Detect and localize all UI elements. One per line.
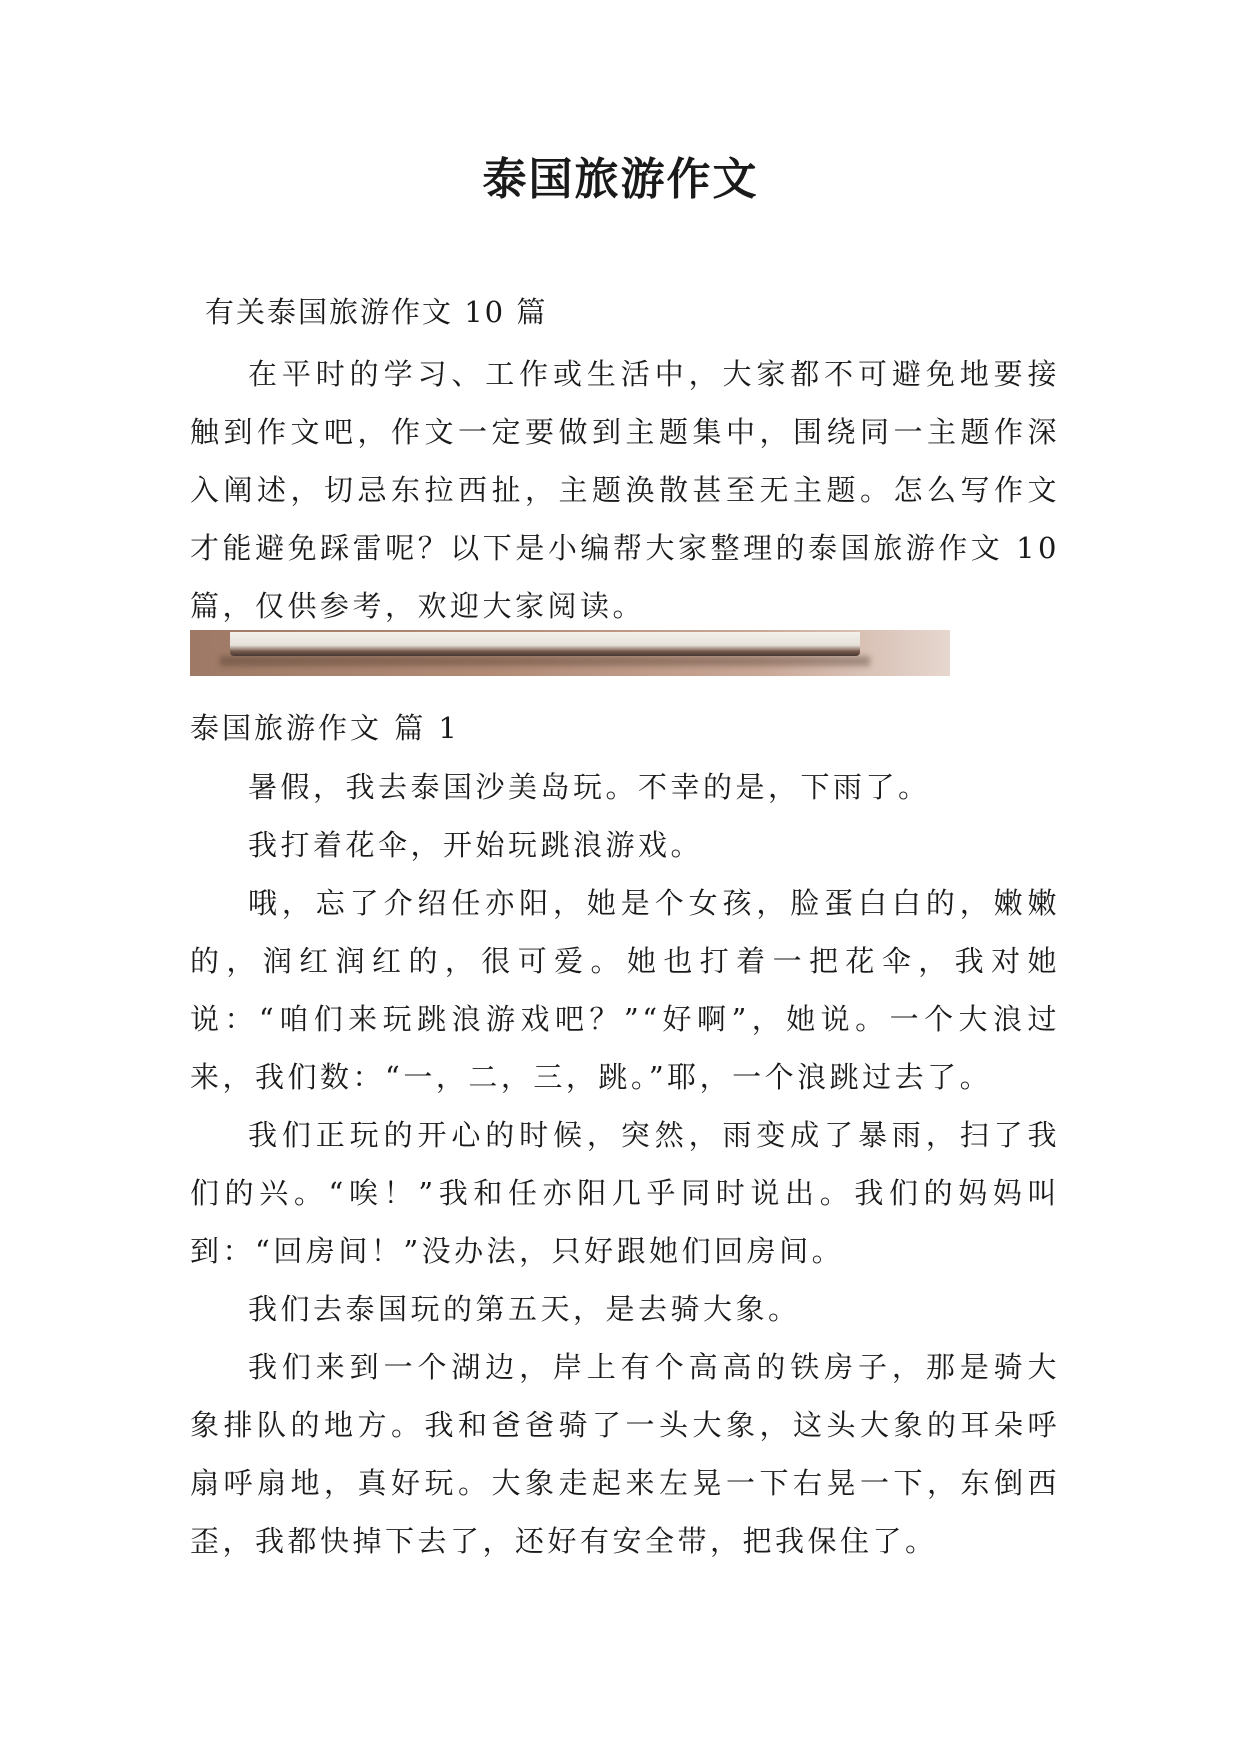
article-paragraph: 我打着花伞，开始玩跳浪游戏。	[248, 828, 704, 862]
article-paragraph: 暑假，我去泰国沙美岛玩。不幸的是，下雨了。	[248, 770, 931, 804]
document-subtitle: 有关泰国旅游作文 10 篇	[205, 295, 548, 329]
article-paragraph: 哦，忘了介绍任亦阳，她是个女孩，脸蛋白白的，嫩嫩的，润红润红的，很可爱。她也打着一把花伞，我对她说：“咱们来玩跳浪游戏吧？”“好啊”，她说。一个大浪过来，我们数：“一，二，三，跳。”耶，一个浪跳过去了。	[190, 886, 1060, 1094]
article-body	[190, 758, 1060, 1570]
intro-block	[190, 345, 1060, 635]
book-image	[230, 632, 860, 656]
banner-image	[190, 630, 950, 676]
article-paragraph: 我们来到一个湖边，岸上有个高高的铁房子，那是骑大象排队的地方。我和爸爸骑了一头大象，这头大象的耳朵呼扇呼扇地，真好玩。大象走起来左晃一下右晃一下，东倒西歪，我都快掉下去了，还好有安全带，把我保住了。	[190, 1350, 1060, 1558]
section-title: 泰国旅游作文 篇 1	[190, 711, 460, 745]
intro-paragraph: 在平时的学习、工作或生活中，大家都不可避免地要接触到作文吧，作文一定要做到主题集中，围绕同一主题作深入阐述，切忌东拉西扯，主题涣散甚至无主题。怎么写作文才能避免踩雷呢？以下是小编帮大家整理的泰国旅游作文 10 篇，仅供参考，欢迎大家阅读。	[190, 357, 1060, 623]
article-paragraph: 我们正玩的开心的时候，突然，雨变成了暴雨，扫了我们的兴。“唉！”我和任亦阳几乎同时说出。我们的妈妈叫到：“回房间！”没办法，只好跟她们回房间。	[190, 1118, 1060, 1268]
article-paragraph: 我们去泰国玩的第五天，是去骑大象。	[248, 1292, 801, 1326]
document-title: 泰国旅游作文	[482, 154, 759, 205]
